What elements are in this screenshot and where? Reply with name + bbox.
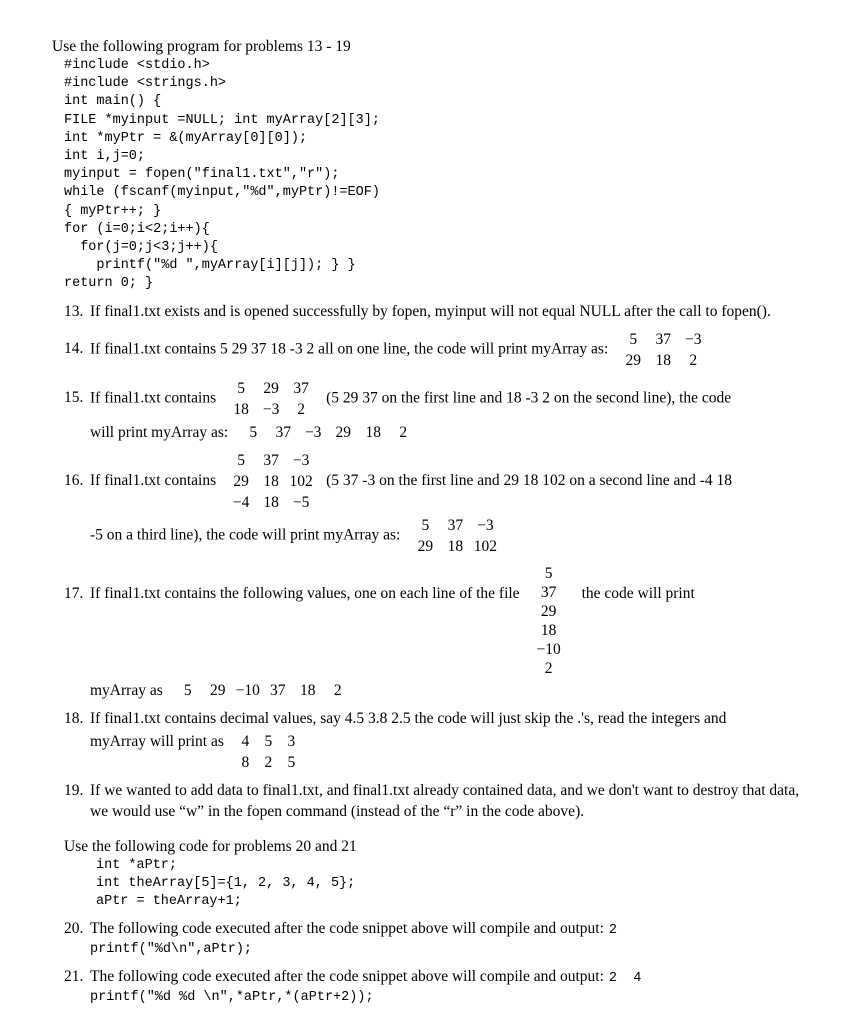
problem-19 [64, 780, 817, 822]
matrix-cell: 29 [335, 423, 351, 441]
problem-21 [64, 966, 817, 1007]
matrix-cell: 2 [264, 753, 273, 771]
matrix-cell: 2 [399, 423, 408, 441]
matrix-cell: 3 [287, 732, 296, 750]
problem-17-line2-label: myArray as [90, 681, 163, 699]
code-line: printf("%d ",myArray[i][j]); } } [64, 258, 356, 274]
matrix-row [534, 640, 564, 659]
matrix-row [410, 536, 500, 557]
matrix-row [226, 471, 316, 492]
problem-18-line2 [90, 731, 817, 773]
matrix-cell: 5 [264, 732, 273, 750]
matrix-row [618, 350, 708, 371]
code-line: int i,j=0; [64, 149, 146, 165]
code-line: FILE *myinput =NULL; int myArray[2][3]; [64, 112, 380, 128]
code-line: #include <stdio.h> [64, 58, 210, 73]
matrix-cell: 37 [293, 379, 309, 397]
problem-15-text-after: (5 29 37 on the first line and 18 -3 2 on the second line), the code [326, 389, 732, 407]
matrix-cell: 18 [263, 493, 279, 511]
problem-14 [64, 329, 817, 371]
code-line: myinput = fopen("final1.txt","r"); [64, 167, 340, 183]
problem-16-text-before: If final1.txt contains [90, 471, 217, 489]
problem-21-code: printf("%d %d \n",*aPtr,*(aPtr+2)); [90, 990, 374, 1006]
matrix-cell: 2 [689, 351, 698, 369]
matrix-cell: 29 [540, 602, 557, 620]
matrix-cell: 37 [540, 583, 557, 601]
code-line: aPtr = theArray+1; [96, 894, 242, 910]
matrix-cell: 37 [447, 516, 464, 534]
problem-16-number: 16. [64, 471, 84, 489]
matrix-cell: 102 [289, 472, 313, 490]
matrix-cell: −3 [477, 516, 494, 534]
problem-21-line1 [64, 966, 817, 989]
problem-13 [64, 301, 817, 322]
matrix-row [173, 680, 353, 701]
problem-13-text: If final1.txt exists and is opened successfully by fopen, myinput will not equal NULL after the call to fopen(). [90, 302, 771, 320]
problem-18-number: 18. [64, 709, 84, 727]
problem-15-text-before: If final1.txt contains [90, 389, 217, 407]
matrix-cell: 5 [421, 516, 430, 534]
problem-13-number: 13. [64, 302, 84, 320]
matrix-cell: 37 [270, 681, 286, 699]
matrix-row [534, 659, 564, 678]
code-line: return 0; } [64, 276, 154, 292]
program-intro: Use the following program for problems 13 - 19 [52, 38, 351, 55]
matrix-cell: 37 [655, 330, 672, 348]
matrix-row [534, 583, 564, 602]
matrix-cell: 18 [263, 472, 279, 490]
matrix-cell: −3 [685, 330, 702, 348]
matrix-cell: 4 [241, 732, 250, 750]
matrix-cell: 18 [447, 537, 464, 555]
problem-17-line2 [90, 680, 817, 701]
problem-19-text: If we wanted to add data to final1.txt, and final1.txt already contained data, and we don't want to destroy that data, we would use “w” in the fopen command (instead of the “r” in the code above). [90, 781, 800, 820]
matrix-row [534, 564, 564, 583]
problem-18-text: If final1.txt contains decimal values, say 4.5 3.8 2.5 the code will just skip the .'s, read the integers and [90, 709, 727, 727]
problem-16-file-matrix [226, 450, 316, 513]
matrix-row [234, 731, 303, 752]
matrix-cell: 29 [625, 351, 642, 369]
matrix-cell: 5 [544, 564, 553, 582]
problem-16-line2-label: -5 on a third line), the code will print myArray as: [90, 526, 401, 544]
matrix-cell: 18 [233, 400, 249, 418]
matrix-row [226, 378, 316, 399]
code-line: int *myPtr = &(myArray[0][0]); [64, 130, 308, 146]
problem-16-line2 [90, 515, 817, 557]
problem-17-line1 [64, 564, 817, 678]
matrix-cell: −3 [262, 400, 280, 418]
matrix-cell: 29 [263, 379, 279, 397]
snippet-code-block [96, 857, 817, 912]
problem-20-text: The following code executed after the code snippet above will compile and output: [90, 920, 604, 938]
problem-20-code: printf("%d\n",aPtr); [90, 942, 253, 958]
problem-15-line2-label: will print myArray as: [90, 423, 229, 441]
problem-21-answer: 2 4 [608, 971, 642, 987]
matrix-cell: 18 [655, 351, 672, 369]
problem-16-result-matrix [410, 515, 500, 557]
matrix-cell: 5 [249, 423, 258, 441]
matrix-cell: 2 [544, 659, 553, 677]
problem-15-number: 15. [64, 389, 84, 407]
matrix-cell: 5 [237, 451, 245, 469]
problem-20-answer: 2 [608, 923, 618, 939]
matrix-cell: −10 [536, 640, 561, 658]
matrix-cell: 37 [263, 451, 279, 469]
problem-20 [64, 918, 817, 959]
code-line: int *aPtr; [96, 857, 178, 873]
problem-15-result-values [238, 422, 418, 443]
problem-17 [64, 564, 817, 701]
problem-14-number: 14. [64, 340, 84, 358]
code-line: int main() { [64, 94, 162, 110]
code-line: for (i=0;i<2;i++){ [64, 221, 210, 237]
problem-14-result-matrix [618, 329, 708, 371]
code-line: { myPtr++; } [64, 203, 162, 219]
matrix-row [534, 602, 564, 621]
problem-20-line1 [64, 918, 817, 941]
matrix-cell: 29 [233, 472, 249, 490]
problem-18-result-matrix [234, 731, 303, 773]
problem-15-line2 [90, 422, 817, 443]
problem-16-text-after: (5 37 -3 on the first line and 29 18 102 on a second line and -4 18 [326, 471, 733, 489]
matrix-cell: 8 [241, 753, 250, 771]
matrix-cell: 37 [275, 423, 291, 441]
matrix-cell: 29 [210, 681, 226, 699]
code-line: for(j=0;j<3;j++){ [64, 240, 218, 256]
matrix-row [234, 752, 303, 773]
matrix-cell: 5 [183, 681, 192, 699]
matrix-row [226, 492, 316, 513]
snippet-intro: Use the following code for problems 20 and 21 [64, 837, 357, 855]
problem-16 [64, 450, 817, 557]
problem-18-line1 [64, 708, 817, 729]
code-line: int theArray[5]={1, 2, 3, 4, 5}; [96, 875, 356, 891]
matrix-cell: 18 [365, 423, 381, 441]
matrix-cell: −4 [232, 493, 250, 511]
problem-17-file-column [534, 564, 564, 678]
matrix-row [410, 515, 500, 536]
problem-20-number: 20. [64, 920, 84, 938]
matrix-cell: −10 [235, 681, 260, 699]
problem-15-file-matrix [226, 378, 316, 420]
matrix-row [238, 422, 418, 443]
matrix-row [226, 399, 316, 420]
matrix-row [534, 621, 564, 640]
problem-19-number: 19. [64, 781, 84, 799]
problem-17-text-before: If final1.txt contains the following values, one on each line of the file [90, 584, 520, 602]
problem-18 [64, 708, 817, 773]
matrix-cell: 102 [473, 537, 497, 555]
problem-14-text: If final1.txt contains 5 29 37 18 -3 2 all on one line, the code will print myArray as: [90, 340, 609, 358]
matrix-cell: 5 [287, 753, 296, 771]
problem-17-number: 17. [64, 584, 84, 602]
matrix-cell: 5 [237, 379, 245, 397]
matrix-row [618, 329, 708, 350]
matrix-cell: −5 [292, 493, 310, 511]
code-line: while (fscanf(myinput,"%d",myPtr)!=EOF) [64, 185, 380, 201]
program-code-block [64, 57, 817, 294]
problem-17-text-after: the code will print [581, 584, 695, 602]
problem-15-line1 [64, 378, 817, 420]
matrix-cell: 2 [297, 400, 305, 418]
problem-15 [64, 378, 817, 443]
problem-18-line2-label: myArray will print as [90, 732, 224, 750]
matrix-cell: 2 [333, 681, 342, 699]
problem-21-number: 21. [64, 968, 84, 986]
matrix-cell: −3 [304, 423, 322, 441]
problem-16-line1 [64, 450, 817, 513]
matrix-cell: 29 [417, 537, 434, 555]
matrix-row [226, 450, 316, 471]
matrix-cell: 18 [540, 621, 557, 639]
matrix-cell: 5 [629, 330, 638, 348]
matrix-cell: −3 [292, 451, 310, 469]
problem-21-text: The following code executed after the code snippet above will compile and output: [90, 968, 604, 986]
code-line: #include <strings.h> [64, 76, 227, 92]
problem-17-result-values [173, 680, 353, 701]
matrix-cell: 18 [300, 681, 316, 699]
